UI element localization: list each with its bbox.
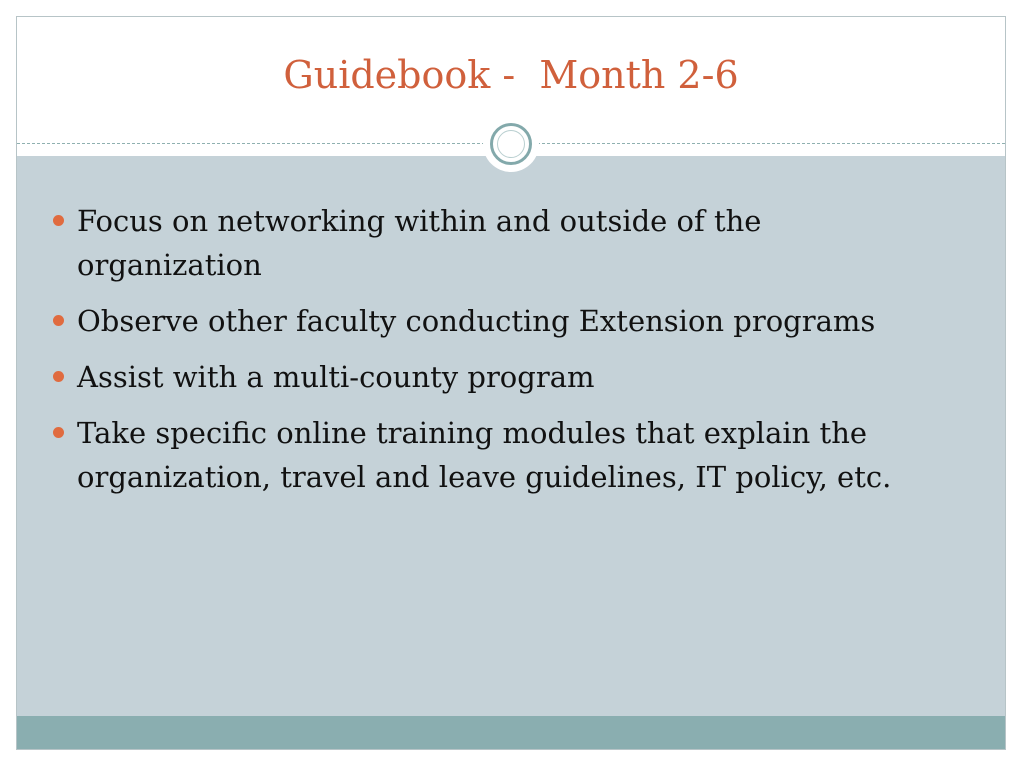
bullet-list [53,199,933,511]
ring-inner-line [497,130,525,158]
bullet-item [53,199,933,287]
slide-title: Guidebook - Month 2-6 [283,53,739,97]
bullet-item [53,411,933,499]
ring-ornament-icon [490,123,532,165]
bullet-dot-icon [53,215,64,226]
bullet-dot-icon [53,371,64,382]
bullet-text: Focus on networking within and outside of the organization [77,204,762,282]
bullet-dot-icon [53,315,64,326]
bullet-item [53,355,933,399]
slide [16,16,1006,750]
bullet-text: Take specific online training modules that explain the organization, travel and leave guidelines, IT policy, etc. [77,416,892,494]
bullet-dot-icon [53,427,64,438]
bullet-item [53,299,933,343]
bullet-text: Observe other faculty conducting Extension programs [77,304,876,338]
bullet-text: Assist with a multi-county program [77,360,595,394]
footer-bar [17,716,1005,750]
